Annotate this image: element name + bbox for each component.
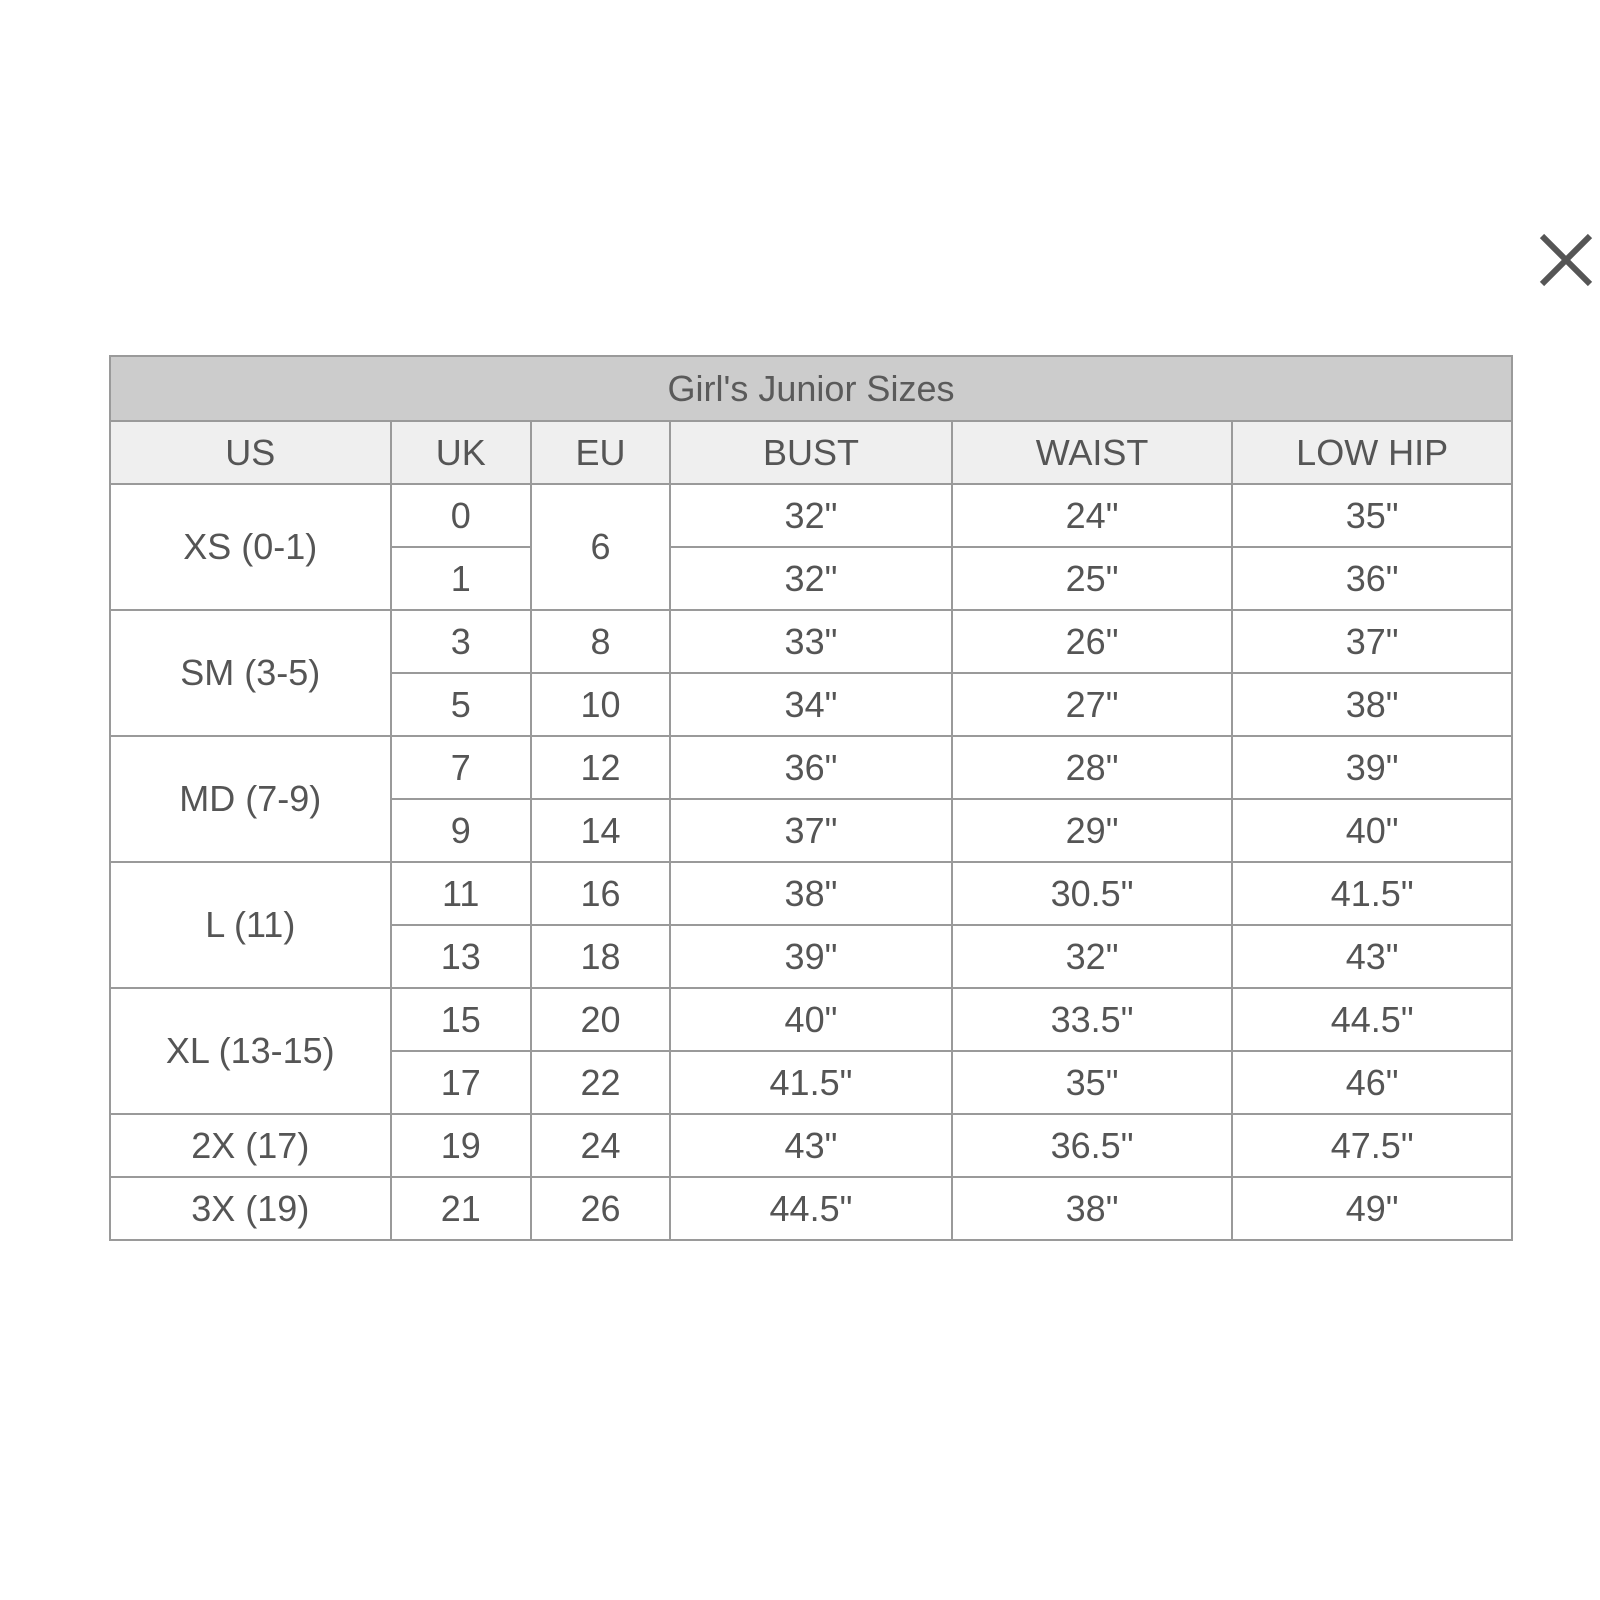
table-row: [110, 484, 1512, 547]
low-hip-cell: 38": [1232, 673, 1512, 736]
waist-cell: 36.5": [952, 1114, 1233, 1177]
header-bust: BUST: [670, 421, 952, 484]
eu-size-cell: 12: [531, 736, 670, 799]
low-hip-cell: 43": [1232, 925, 1512, 988]
low-hip-cell: 40": [1232, 799, 1512, 862]
uk-size-cell: 5: [391, 673, 531, 736]
bust-cell: 32": [670, 484, 952, 547]
us-size-cell: MD (7-9): [110, 736, 391, 862]
eu-size-cell: 20: [531, 988, 670, 1051]
waist-cell: 30.5": [952, 862, 1233, 925]
bust-cell: 32": [670, 547, 952, 610]
low-hip-cell: 41.5": [1232, 862, 1512, 925]
us-size-cell: L (11): [110, 862, 391, 988]
uk-size-cell: 21: [391, 1177, 531, 1240]
low-hip-cell: 44.5": [1232, 988, 1512, 1051]
waist-cell: 29": [952, 799, 1233, 862]
uk-size-cell: 19: [391, 1114, 531, 1177]
bust-cell: 34": [670, 673, 952, 736]
close-button[interactable]: [1538, 232, 1594, 288]
bust-cell: 33": [670, 610, 952, 673]
eu-size-cell: 8: [531, 610, 670, 673]
table-row: [110, 1114, 1512, 1177]
table-row: [110, 988, 1512, 1051]
low-hip-cell: 49": [1232, 1177, 1512, 1240]
bust-cell: 41.5": [670, 1051, 952, 1114]
uk-size-cell: 9: [391, 799, 531, 862]
close-icon: [1538, 232, 1594, 288]
waist-cell: 32": [952, 925, 1233, 988]
uk-size-cell: 0: [391, 484, 531, 547]
waist-cell: 26": [952, 610, 1233, 673]
low-hip-cell: 47.5": [1232, 1114, 1512, 1177]
header-eu: EU: [531, 421, 670, 484]
us-size-cell: 2X (17): [110, 1114, 391, 1177]
waist-cell: 28": [952, 736, 1233, 799]
low-hip-cell: 46": [1232, 1051, 1512, 1114]
table-row: [110, 736, 1512, 799]
bust-cell: 37": [670, 799, 952, 862]
table-row: [110, 1177, 1512, 1240]
bust-cell: 39": [670, 925, 952, 988]
eu-size-cell: 18: [531, 925, 670, 988]
uk-size-cell: 11: [391, 862, 531, 925]
bust-cell: 38": [670, 862, 952, 925]
waist-cell: 25": [952, 547, 1233, 610]
uk-size-cell: 17: [391, 1051, 531, 1114]
waist-cell: 27": [952, 673, 1233, 736]
table-title-row: [110, 356, 1512, 421]
header-waist: WAIST: [952, 421, 1233, 484]
uk-size-cell: 1: [391, 547, 531, 610]
bust-cell: 40": [670, 988, 952, 1051]
bust-cell: 43": [670, 1114, 952, 1177]
table-title: Girl's Junior Sizes: [110, 356, 1512, 421]
header-uk: UK: [391, 421, 531, 484]
eu-size-cell: 16: [531, 862, 670, 925]
low-hip-cell: 37": [1232, 610, 1512, 673]
uk-size-cell: 7: [391, 736, 531, 799]
bust-cell: 44.5": [670, 1177, 952, 1240]
header-low-hip: LOW HIP: [1232, 421, 1512, 484]
eu-size-cell: 26: [531, 1177, 670, 1240]
us-size-cell: XS (0-1): [110, 484, 391, 610]
waist-cell: 33.5": [952, 988, 1233, 1051]
waist-cell: 35": [952, 1051, 1233, 1114]
table-header-row: [110, 421, 1512, 484]
us-size-cell: SM (3-5): [110, 610, 391, 736]
eu-size-cell: 10: [531, 673, 670, 736]
waist-cell: 24": [952, 484, 1233, 547]
uk-size-cell: 3: [391, 610, 531, 673]
uk-size-cell: 13: [391, 925, 531, 988]
eu-size-cell: 6: [531, 484, 670, 610]
eu-size-cell: 14: [531, 799, 670, 862]
low-hip-cell: 35": [1232, 484, 1512, 547]
us-size-cell: XL (13-15): [110, 988, 391, 1114]
uk-size-cell: 15: [391, 988, 531, 1051]
low-hip-cell: 36": [1232, 547, 1512, 610]
eu-size-cell: 24: [531, 1114, 670, 1177]
bust-cell: 36": [670, 736, 952, 799]
low-hip-cell: 39": [1232, 736, 1512, 799]
table-row: [110, 862, 1512, 925]
header-us: US: [110, 421, 391, 484]
us-size-cell: 3X (19): [110, 1177, 391, 1240]
eu-size-cell: 22: [531, 1051, 670, 1114]
table-row: [110, 610, 1512, 673]
waist-cell: 38": [952, 1177, 1233, 1240]
size-chart-table: [109, 355, 1513, 1241]
